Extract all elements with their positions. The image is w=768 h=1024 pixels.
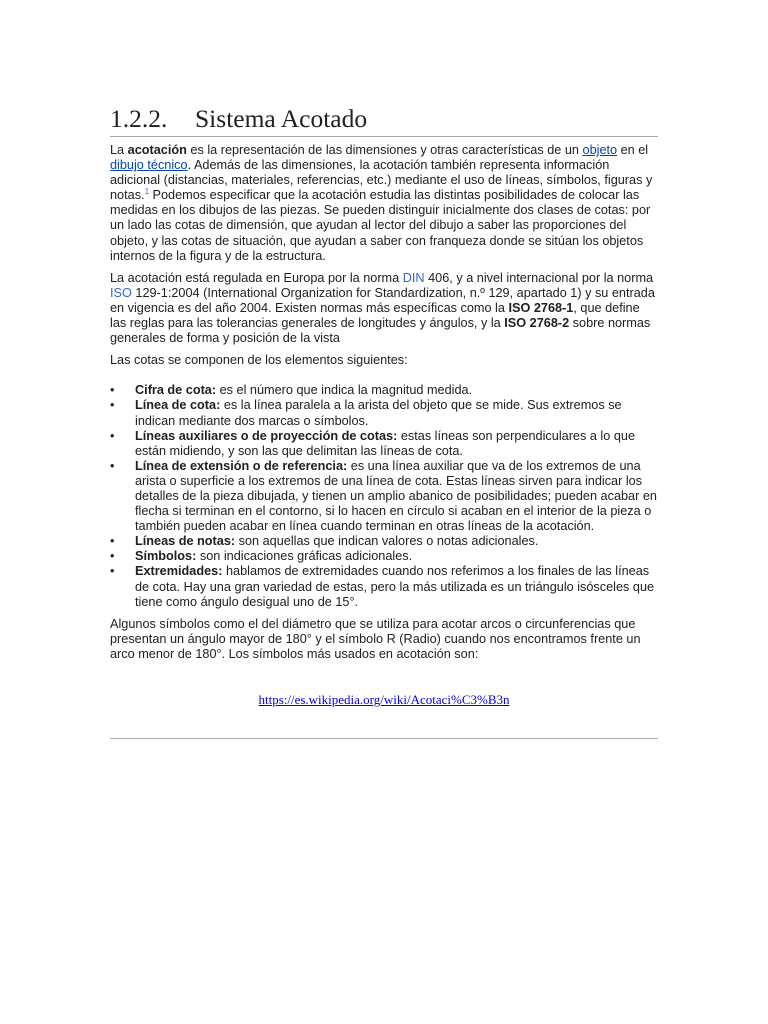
bullet-icon: • — [110, 564, 115, 579]
paragraph-definition — [110, 143, 658, 264]
bottom-divider — [110, 738, 658, 739]
paragraph-intro-list: Las cotas se componen de los elementos siguientes: — [110, 353, 408, 368]
elements-list — [110, 383, 658, 609]
list-item — [110, 549, 658, 564]
paragraph-norms — [110, 271, 658, 346]
bullet-icon: • — [110, 458, 115, 473]
bold-iso-2768-1: ISO 2768-1 — [508, 300, 574, 315]
text-run: sobre normas generales de forma y posición de la vista — [110, 316, 651, 346]
list-item-term: Cifra de cota: — [135, 383, 217, 398]
list-item-term: Líneas de notas: — [135, 534, 236, 549]
list-item-desc: son indicaciones gráficas adicionales. — [196, 549, 413, 564]
link-iso[interactable]: ISO — [110, 285, 132, 300]
text-run: La acotación está regulada en Europa por la norma — [110, 270, 403, 285]
text-run: en el — [617, 143, 649, 157]
bullet-icon: • — [110, 534, 115, 549]
list-item-desc: hablamos de extremidades cuando nos referimos a los finales de las líneas de cota. Hay una gran variedad de estas, pero la más utilizada es un triángulo isósceles que tiene como ángulo desigual uno de 15°. — [135, 564, 655, 609]
list-item — [110, 383, 658, 398]
bullet-icon: • — [110, 398, 115, 413]
list-item-desc: son aquellas que indican valores o notas adicionales. — [235, 534, 539, 549]
document-page — [110, 104, 658, 739]
list-item-term: Línea de extensión o de referencia: — [135, 458, 348, 473]
text-run: 406, y a nivel internacional por la norma — [424, 270, 654, 285]
list-item-desc: es el número que indica la magnitud medida. — [216, 383, 473, 398]
link-objeto[interactable]: objeto — [582, 143, 618, 157]
list-item — [110, 534, 658, 549]
section-heading — [110, 104, 658, 137]
text-run: La — [110, 143, 128, 157]
source-link-row — [110, 692, 658, 708]
reference-link[interactable]: 1 — [144, 187, 150, 197]
section-number: 1.2.2. — [110, 104, 168, 133]
list-item — [110, 459, 658, 534]
list-item-term: Líneas auxiliares o de proyección de cotas: — [135, 428, 398, 443]
list-item — [110, 429, 658, 459]
list-item — [110, 398, 658, 428]
bullet-icon: • — [110, 428, 115, 443]
list-item-term: Símbolos: — [135, 549, 197, 564]
section-title: Sistema Acotado — [195, 104, 368, 133]
list-item — [110, 564, 658, 609]
text-run: 129-1:2004 (International Organization for Standardization, n.º 129, apartado 1) y su entrada en vigencia es del año 2004. Existen normas más específicas como la — [110, 285, 655, 315]
bold-iso-2768-2: ISO 2768-2 — [504, 316, 570, 331]
text-run: . Además de las dimensiones, la acotación también representa información adicional (distancias, materiales, referencias, etc.) mediante el uso de líneas, símbolos, figuras y notas. — [110, 158, 653, 203]
bullet-icon: • — [110, 383, 115, 398]
list-item-desc: estas líneas son perpendiculares a lo que están midiendo, y son las que delimitan las líneas de cota. — [135, 428, 636, 458]
source-link[interactable]: https://es.wikipedia.org/wiki/Acotaci%C3%B3n — [258, 692, 510, 707]
bullet-icon: • — [110, 549, 115, 564]
bold-term-acotacion: acotación — [127, 143, 187, 157]
text-run: es la representación de las dimensiones y otras características de un — [186, 143, 583, 157]
list-item-term: Línea de cota: — [135, 398, 221, 413]
list-item-term: Extremidades: — [135, 564, 223, 579]
link-din[interactable]: DIN — [402, 270, 425, 285]
text-run: Podemos especificar que la acotación estudia las distintas posibilidades de colocar las medidas en los dibujos de las piezas. Se pueden distinguir inicialmente dos clases de cotas: por un lado las cotas de dimensión, que ayudan al lector del dibujo a saber las proporciones del objeto, y las cotas de situación, que ayudan a saber con franqueza donde se sitúan los objetos internos de la figura y de la estructura. — [110, 188, 651, 263]
text-run: , que define las reglas para las tolerancias generales de longitudes y ángulos, y la — [110, 300, 640, 331]
link-dibujo-tecnico[interactable]: dibujo técnico — [110, 158, 188, 173]
paragraph-symbols: Algunos símbolos como el del diámetro que se utiliza para acotar arcos o circunferencias que presentan un ángulo mayor de 180° y el símbolo R (Radio) cuando nos encontramos frente un arco menor de 180°. Los símbolos más usados en acotación son: — [110, 616, 641, 661]
list-item-desc: es una línea auxiliar que va de los extremos de una arista o superficie a los extremos de una línea de cota. Estas líneas sirven para indicar los detalles de la pieza dibujada, y tienen un amplio abanico de posibilidades; pueden acabar en flecha si terminan en el contorno, si lo hacen en círculo si acaban en el interior de la pieza o también pueden acabar en línea cuando terminan en otras líneas de la acotación. — [135, 458, 657, 534]
list-item-desc: es la línea paralela a la arista del objeto que se mide. Sus extremos se indican mediante dos marcas o símbolos. — [135, 398, 622, 428]
